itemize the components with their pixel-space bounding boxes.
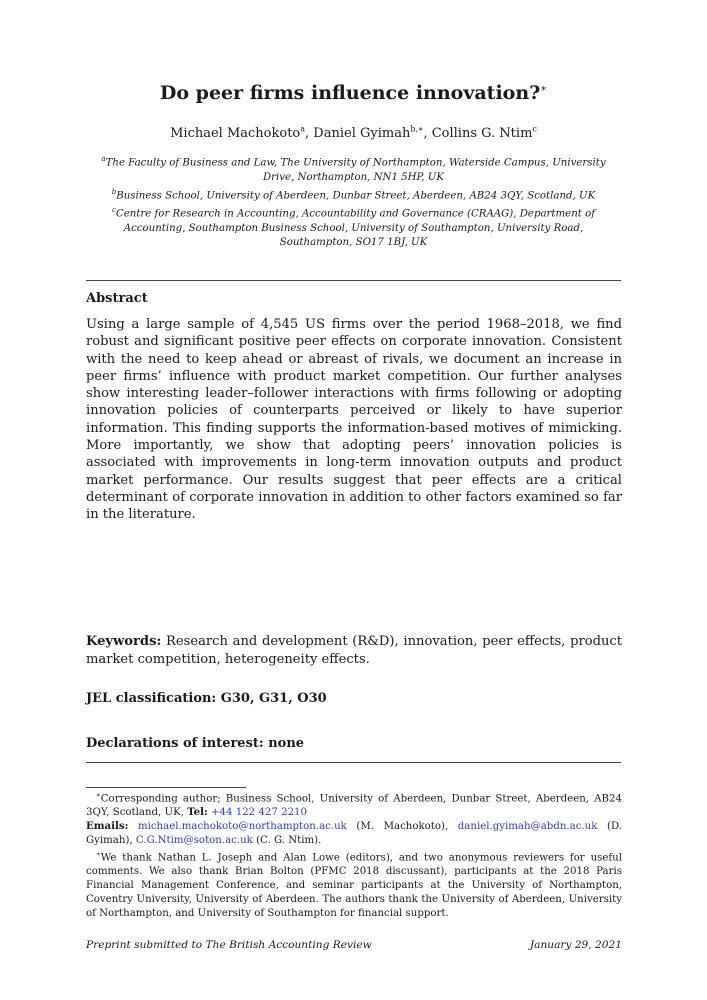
footnotes bbox=[86, 789, 622, 921]
keywords: Keywords: Research and development (R&D), innovation, peer effects, product market competition, heterogeneity effects. bbox=[86, 634, 623, 667]
declarations-of-interest: Declarations of interest: none bbox=[86, 736, 305, 751]
author-list bbox=[0, 125, 707, 141]
jel-classification: JEL classification: G30, G31, O30 bbox=[86, 691, 327, 706]
abstract-text: Using a large sample of 4,545 US firms over the period 1968–2018, we find robust and significant positive peer effects on corporate innovation. Consistent with the need to keep ahead or abreast of rivals, we document an increase in peer firms’ influence with product market competition. Our further analyses show interesting leader–follower interactions with firms following or adopting innovation policies of counterparts perceived or likely to have superior information. This finding supports the information-based motives of mimicking. More importantly, we show that adopting peers’ innovation policies is associated with improvements in long-term innovation outputs and product market performance. Our results suggest that peer effects are a critical determinant of corporate innovation in addition to other factors examined so far in the literature. bbox=[86, 317, 622, 523]
affiliation-a: $^a$The Faculty of Business and Law, The University of Northampton, Waterside Campus, University Drive, Northampton, NN1 5HP, UK bbox=[101, 155, 606, 183]
author: Daniel Gyimah$^{b,∗}$, bbox=[313, 125, 432, 142]
affiliation-c: $^c$Centre for Research in Accounting, Accountability and Governance (CRAAG), Department of Accounting, Southampton Business School, University of Southampton, University Road, Southampton, SO17 1BJ, UK bbox=[112, 206, 595, 249]
divider-bottom bbox=[86, 762, 621, 763]
footnote-rule bbox=[86, 787, 246, 788]
footnote-emails: Emails: michael.machokoto@northampton.ac.uk (M. Machokoto), daniel.gyimah@abdn.ac.uk (D. Gyimah), C.G.Ntim@soton.ac.uk (C. G. Ntim). bbox=[86, 820, 622, 847]
preprint-notice: Preprint submitted to The British Accounting Review bbox=[86, 939, 372, 951]
author: Michael Machokoto$^a$, bbox=[170, 125, 314, 142]
divider-top bbox=[86, 280, 621, 281]
affiliation-b: $^b$Business School, University of Aberdeen, Dunbar Street, Aberdeen, AB24 3QY, Scotland, UK bbox=[111, 187, 596, 202]
phone-link[interactable]: +44 122 427 2210 bbox=[210, 807, 308, 819]
email-link-gyimah[interactable]: daniel.gyimah@abdn.ac.uk bbox=[457, 821, 598, 833]
paper-title: Do peer firms influence innovation?∗ bbox=[159, 82, 548, 104]
title-footnote-mark: ∗ bbox=[540, 83, 548, 95]
footer-date: January 29, 2021 bbox=[529, 939, 622, 951]
footnote-acknowledgements: ∗We thank Nathan L. Joseph and Alan Lowe (editors), and two anonymous reviewers for useful comments. We also thank Brian Bolton (PFMC 2018 discussant), participants at the 2018 Paris Financial Management Conference, and seminar participants at the University of Northampton, Coventry University, University of Aberdeen. The authors thank the University of Aberdeen, University of Northampton, and University of Southampton for financial support. bbox=[86, 850, 622, 920]
footnote-corresponding: ∗Corresponding author; Business School, University of Aberdeen, Dunbar Street, Aberdeen, AB24 3QY, Scotland, UK, Tel: +44 122 427 2210 bbox=[86, 791, 622, 819]
author: Collins G. Ntim$^c$ bbox=[431, 125, 537, 142]
abstract-heading: Abstract bbox=[86, 291, 148, 306]
email-link-ntim[interactable]: C.G.Ntim@soton.ac.uk bbox=[135, 835, 253, 847]
affiliations bbox=[90, 152, 617, 250]
email-link-machokoto[interactable]: michael.machokoto@northampton.ac.uk bbox=[137, 821, 347, 833]
